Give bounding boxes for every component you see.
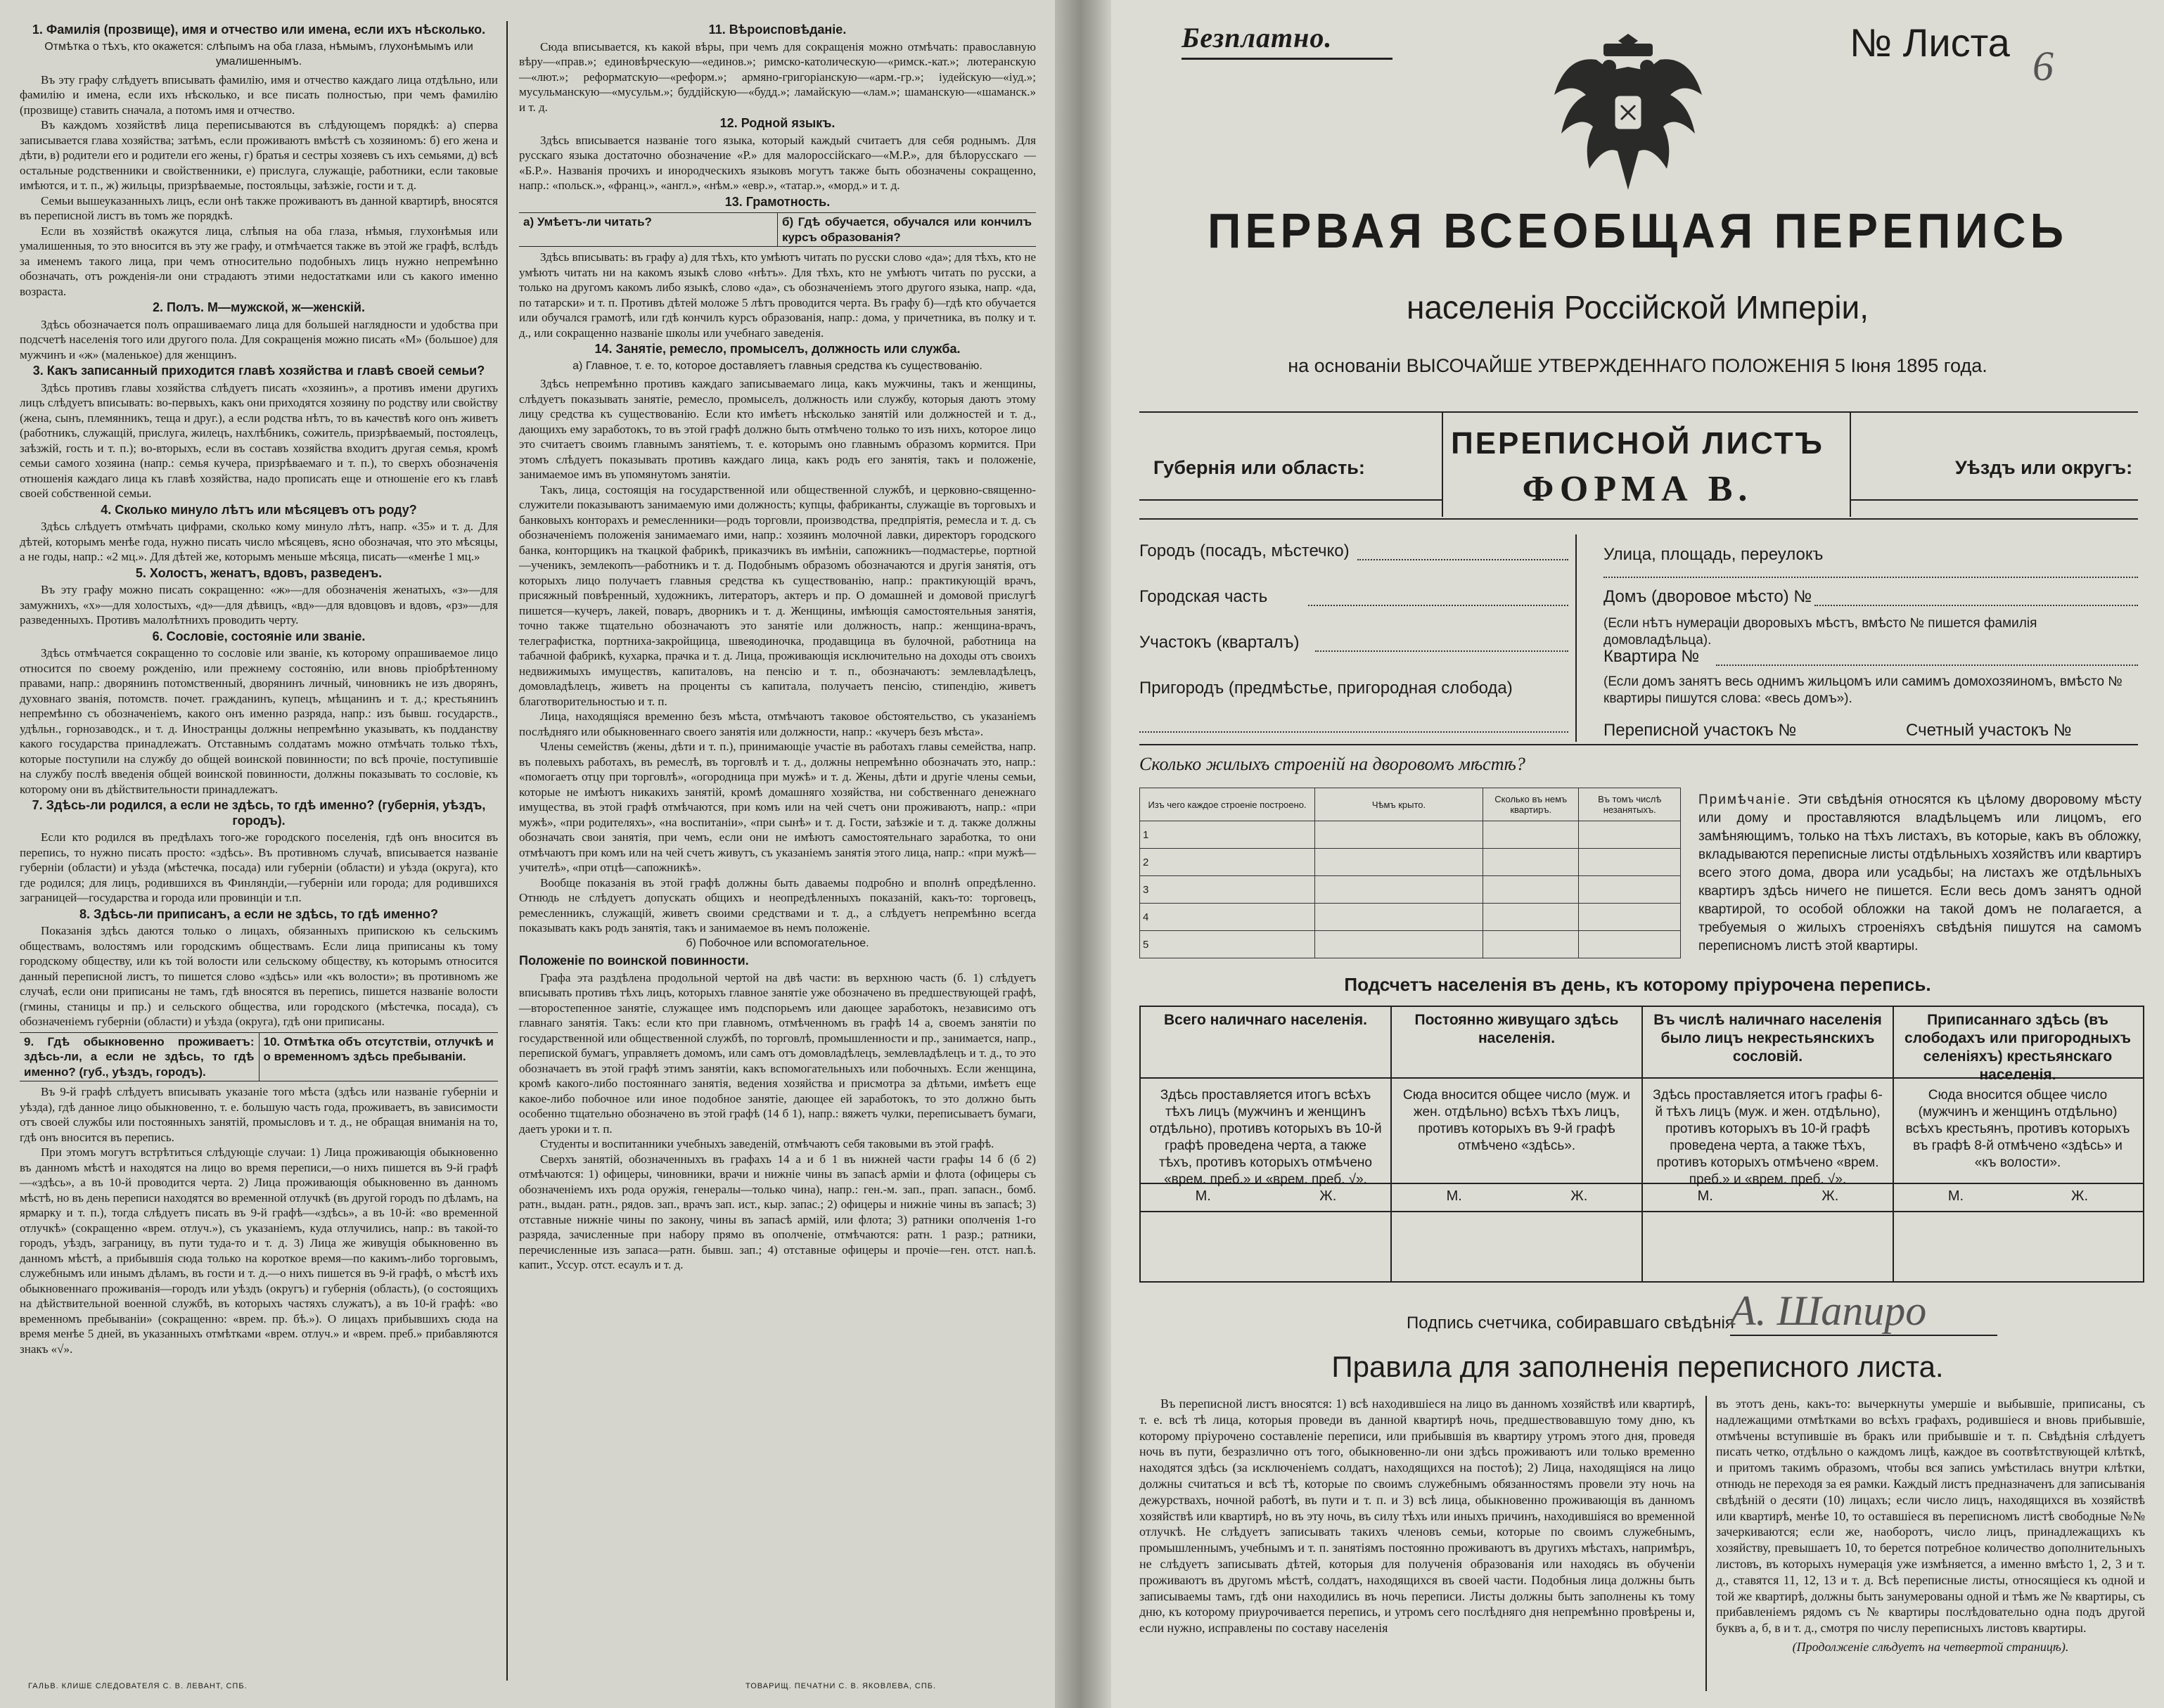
column-divider [506, 21, 508, 1681]
guberniya-label: Губернія или область: [1153, 457, 1365, 478]
count-column [1141, 1007, 1390, 1281]
census-subtitle: населенія Россійской Имперіи, [1406, 289, 1869, 326]
schetn-label: Счетный участокъ № [1906, 721, 2072, 740]
paragraph: Сверхъ занятій, обозначенныхъ въ графахъ 14 а и б 1 въ нижней части графы 14 б (б 2) отмѣчаются: 1) офицеры, чиновники, врачи и нижніе чины въ запасѣ арміи и флота (офицеры съ обозначеніемъ ихъ рода оружія, генералы—только чина), напр.: ген.-м. зап., прап. запасн., бомб. ратн., выдан. ратн., рядов. зап., врачъ зап. ист., кыр. запас.; 2) офицеры и нижніе чины въ запасѣ; 3) отставные нижніе чины по закону, чины въ запасѣ армій, или флота; 3) ратники ополченія 1-го разряда, зачисленные при набору прямо въ ополченіе, отмѣчаются: ратн. 1 разр.; ратники, перечисленные изъ запаса—ратн. бывш. зап.; 4) отставные офицеры и прочіе—ген. отст. нап.ѣ. капит., Уссур. отст. есаулъ и т. д. [519, 1152, 1036, 1271]
heading-part: 9. Гдѣ обыкновенно проживаетъ: здѣсь-ли, а если не здѣсь, то гдѣ именно? (губ., уѣздъ, городъ). [24, 1034, 255, 1079]
dom-note: (Если нѣтъ нумераціи дворовыхъ мѣстъ, вмѣсто № пишется фамилія домовладѣльца). [1603, 616, 2037, 648]
paragraph: Здѣсь вписывать: въ графу а) для тѣхъ, кто умѣютъ читать по русски слово «да»; для тѣхъ, кто не умѣютъ читать ни на какомъ языкѣ слово «нѣтъ». Для тѣхъ, кто не умѣютъ читать по русски, а только на другомъ какомъ либо языкѣ, слово «да», съ обозначеніемъ этого другого языка, напр. «да, по татарски» и т. п. Противъ дѣтей моложе 5 лѣтъ проводится черта. Въ графу б)—гдѣ кто обучается или обучался грамотѣ, или гдѣ кончилъ курсъ образованія, напр.: дома, у причетника, въ полку и т. д., или сокращенно названіе школы или учебнаго заведенія. [519, 250, 1036, 340]
legal-basis: на основаніи ВЫСОЧАЙШЕ УТВЕРЖДЕННАГО ПОЛОЖЕНІЯ 5 Іюня 1895 года. [1288, 355, 1987, 376]
female-label: Ж. [2070, 1188, 2089, 1204]
population-count-title: Подсчетъ населенія въ день, къ которому пріурочена перепись. [1344, 974, 1931, 995]
two-part-heading [519, 212, 1036, 247]
paragraph: Здѣсь слѣдуетъ отмѣчать цифрами, сколько кому минуло лѣтъ, напр. «35» и т. д. Для дѣтей, которымъ менѣе года, нужно писать число мѣсяцевъ, ясно обозначая, что это мѣсяцы, а не годы, напр.: «2 мц.». Для дѣтей же, которымъ меньше мѣсяца, писать—«менѣе 1 мц.» [20, 520, 498, 563]
paragraph: Студенты и воспитанники учебныхъ заведеній, отмѣчаютъ себя таковыми въ этой графѣ. [540, 1137, 994, 1150]
chast-field [1308, 605, 1568, 606]
count-column-text: Сюда вносится общее число (мужчинъ и женщинъ отдѣльно) всѣхъ крестьянъ, противъ которыхъ въ графѣ 8-й отмѣчено «здѣсь» и «къ волости». [1905, 1088, 2130, 1170]
paragraph: Здѣсь вписывается названіе того языка, который каждый считаетъ для себя роднымъ. Для русскаго языка достаточно обозначение «Р.» для малороссійскаго—«М.Р.», для бѣлорусскаго — «Б.Р.». Названія прочихъ и инородческихъ языковъ могутъ также быть обозначены сокращенно, напр.: «польск.», «франц.», «англ.», «нѣм.» «евр.», «татар.», «морд.» и т. д. [519, 133, 1036, 192]
table-row [1140, 931, 1681, 958]
female-label: Ж. [1822, 1188, 1839, 1204]
count-column [1894, 1007, 2141, 1281]
uezd-label: Уѣздъ или округъ: [1955, 457, 2133, 478]
count-column-text: Здѣсь проставляется итогъ графы 6-й тѣхъ лицъ (муж. и жен. отдѣльно), противъ которыхъ въ 10-й графѣ проведена черта, а также тѣхъ, противъ которыхъ отмѣчено «врем. преб.» и «врем. преб. √». [1653, 1088, 1883, 1187]
form-title: ПЕРЕПИСНОЙ ЛИСТЪ [1451, 426, 1824, 461]
row-number: 4 [1140, 904, 1315, 931]
perepisn-label: Переписной участокъ № [1603, 721, 1797, 740]
kvartira-field [1716, 664, 2138, 666]
count-column-header: Постоянно живущаго здѣсь населенія. [1414, 1012, 1619, 1046]
sheet-number-label: № Листа [1850, 20, 2010, 65]
rules-text: въ этотъ день, какъ-то: вычеркнуты умершіе и выбывшіе, приписаны, съ надлежащими отмѣтками во всѣхъ графахъ, родившіеся и вновь прибывшіе, отмѣчены вступившіе въ бракъ или прибывшіе и т. п. Свѣдѣнія слѣдуетъ писать четко, отдѣльно о каждомъ лицѣ, каждое въ соотвѣтствующей клѣткѣ, и притомъ такимъ образомъ, чтобы вся запись умѣстилась внутри клѣтки, отнюдь не переходя за ея рамки. Каждый листъ предназначенъ для записыванія свѣдѣній о десяти (10) лицахъ; если число лицъ, находящихся въ хозяйствѣ или квартирѣ, менѣе 10, то оставшіеся въ переписномъ листѣ свободные №№ зачеркиваются; если же, наоборотъ, число лицъ, принадлежащихъ къ хозяйству, превышаетъ 10, то берется потребное количество дополнительныхъ листовъ, въ которыхъ нумерація уже измѣняется, а именно вмѣсто 1, 2, 3 и т. д., ставятся 11, 12, 13 и т. д. Всѣ переписные листы, относящіеся къ одной и той же квартирѣ, должны быть занумерованы одной и тѣмъ же № квартиры, съ прибавленіемъ рядомъ съ № квартиры послѣдовательно одна подъ другой буквъ а, б, в и т. д., смотря по числу переписныхъ листовъ квартиры. [1716, 1396, 2145, 1636]
table-row [1140, 821, 1681, 849]
male-label: М. [1697, 1188, 1713, 1204]
note-label: Примѣчаніе. [1698, 792, 1792, 807]
rules-column-2 [1716, 1396, 2145, 1655]
dvor-question: Сколько жилыхъ строеній на дворовомъ мѣстѣ? [1139, 754, 1525, 774]
column-header: Чѣмъ крыто. [1315, 788, 1483, 821]
section-heading: 3. Какъ записанный приходится главѣ хозяйства и главѣ своей семьи? [32, 364, 485, 378]
signature-line [1730, 1335, 1997, 1336]
ulitsa-field [1603, 577, 2138, 578]
section-heading: 6. Сословіе, состояніе или званіе. [152, 629, 366, 643]
column-header: Изъ чего каждое строеніе построено. [1140, 788, 1315, 821]
section-heading: 2. Полъ. М—мужской, ж—женскій. [153, 300, 365, 314]
paragraph: Вообще показанія въ этой графѣ должны быть даваемы подробно и вполнѣ опредѣленно. Отнюдь не слѣдуетъ допускать общихъ и неопредѣленныхъ показаній, какъ-то: торговецъ, ремесленникъ, служащій, живетъ своими средствами и т. д., а слѣдуетъ непремѣнно всегда показывать какъ родъ занятія, такъ и занимаемое въ немъ положеніе. [519, 875, 1036, 935]
table-row [1140, 904, 1681, 931]
female-label: Ж. [1570, 1188, 1588, 1204]
heading-part: а) Умѣетъ-ли читать? [523, 215, 652, 229]
heading-part: б) Гдѣ обучается, обучался или кончилъ курсъ образованія? [777, 213, 1036, 246]
continued-note: (Продолженіе слѣдуетъ на четвертой страницѣ). [1792, 1639, 2069, 1654]
printer-imprint-left: ГАЛЬВ. КЛИШЕ СЛЕДОВАТЕЛЯ С. В. ЛЕВАНТ, СПБ. [28, 1682, 248, 1690]
kvartira-note: (Если домъ занятъ весь однимъ жильцомъ или самимъ домохозяиномъ, вмѣсто № квартиры пишутся слова: «весь домъ»). [1603, 674, 2123, 706]
column-header: Въ томъ числѣ незанятыхъ. [1579, 788, 1681, 821]
female-label: Ж. [1319, 1188, 1337, 1204]
section-heading: 7. Здѣсь-ли родился, а если не здѣсь, то гдѣ именно? (губернія, уѣздъ, городъ). [32, 798, 486, 828]
paragraph: Если въ хозяйствѣ окажутся лица, слѣпыя на оба глаза, нѣмыя, глухонѣмыя или умалишенныя, то это вносится въ эту же графу, и отмѣчается также въ этой же графѣ, вслѣдъ за именемъ такого лица, при чемъ относительно подобныхъ лицъ нужно непремѣнно обозначать, отъ рожденія-ли они страдаютъ этими недостатками или съ какого именно возраста. [20, 224, 498, 298]
paragraph: Лица, находящіяся временно безъ мѣста, отмѣчаютъ таковое обстоятельство, съ указаніемъ послѣдняго или обыкновеннаго своего занятія или должности, напр.: «кучеръ безъ мѣста». [519, 709, 1036, 738]
paragraph: Въ 9-й графѣ слѣдуетъ вписывать указаніе того мѣста (здѣсь или названіе губерніи и уѣзда), гдѣ данное лицо обыкновенно, т. е. большую часть года, проживаетъ, въ зависимости отъ своей службы или постоянныхъ занятій, промысловъ и т. д., не обращая вниманія на то, гдѣ онъ вносится въ перепись. [20, 1085, 498, 1144]
uezd-field-line [1850, 499, 2138, 501]
section-subheading: а) Главное, т. е. то, которое доставляетъ главныя средства къ существованію. [572, 359, 982, 372]
census-title: ПЕРВАЯ ВСЕОБЩАЯ ПЕРЕПИСЬ [1207, 203, 2068, 258]
two-part-heading [20, 1032, 498, 1082]
count-column-header: Въ числѣ наличнаго населенія было лицъ некрестьянскихъ сословій. [1653, 1012, 1882, 1065]
instructions-page [0, 0, 1055, 1708]
heading-part: 10. Отмѣтка объ отсутствіи, отлучкѣ и о временномъ здѣсь пребываніи. [259, 1033, 499, 1081]
paragraph: Графа эта раздѣлена продольной чертой на двѣ части: въ верхнюю часть (б. 1) слѣдуетъ вписывать противъ тѣхъ лицъ, которыхъ главное занятіе уже обозначено въ предшествующей графѣ,—второстепенное занятіе, служащее имъ подспорьемъ или дающее заработокъ, независимо отъ главнаго занятія. Такъ: если кто при главномъ, отмѣченномъ въ графѣ 14 а, своемъ занятіи по государственной или общественной службѣ, по торговлѣ, промышленности и пр., занимается, напр., перепиской бумагъ, управляетъ домомъ, или самъ отъ домовладѣлецъ, землевладѣлецъ и т. д., то это обозначаетъ въ этой графѣ этимъ занятіи, какъ вспомогательныхъ или побочныхъ. Если женщина, кромѣ какого-либо постояннаго занятія, ведения хозяйства и присмотра за дѣтьми, имѣетъ еще какое-либо побочное или иное подобное занятіе, дающее ей заработокъ, то это должно быть особенно тщательно обозначено въ этой графѣ (14 б 1), напр.: вяжетъ чулки, переписываетъ бумаги, даетъ уроки и т. п. [519, 970, 1036, 1136]
section-heading: 13. Грамотность. [724, 194, 831, 209]
paragraph: При этомъ могутъ встрѣтиться слѣдующіе случаи: 1) Лица проживающія обыкновенно въ данномъ мѣстѣ и находятся на лицо во время переписи,—о нихъ пишется въ 9-й графѣ—«здѣсь», а въ 10-й проводится черта. 2) Лица проживающія обыкновенно въ данномъ мѣстѣ, но въ день переписи находятся во временной отлучкѣ (въ другой городъ по дѣламъ, на ярмарку и т. п.), тогда слѣдуетъ писать въ 9-й графѣ—«здѣсь», а въ 10-й: «во временной отлучкѣ» (сокращенно «врем. отлуч.»), съ указаніемъ, куда отлучились, напр.: въ такой-то городъ, уѣздъ, заграницу, въ пути туда-то и т. д. 3) Лица же живущія обыкновенно въ данномъ мѣстѣ, а прибывшія сюда только на короткое время—по какимъ-либо торговымъ, служебнымъ или инымъ дѣламъ, въ гости и т. д.—о нихъ пишется въ 9-й графѣ, о мѣстѣ ихъ обыкновеннаго проживанія—городъ или уѣздъ (округъ) и губернія (область), (о состоящихъ на дѣйствительной военной службѣ, въ которыхъ частяхъ служатъ), а въ 10-й графѣ: «во временномъ пребываніи» (сокращенно: «врем. пр. бѣ.»). О лицахъ прибывшихъ сюда на время менѣе 5 дней, въ указанныхъ отмѣтками «врем. отлуч.» и «врем. преб.» прибавляются знакъ «√». [20, 1145, 498, 1356]
rules-column-divider [1705, 1396, 1707, 1691]
section-heading: 5. Холостъ, женатъ, вдовъ, разведенъ. [135, 565, 383, 580]
free-underline [1182, 58, 1392, 60]
section-heading: 12. Родной языкъ. [719, 116, 835, 130]
count-column [1392, 1007, 1641, 1281]
dom-field [1814, 605, 2138, 606]
ulitsa-label: Улица, площадь, переулокъ [1603, 545, 1824, 564]
imperial-eagle-emblem [1547, 28, 1709, 197]
census-form-page [1111, 0, 2164, 1708]
instructions-column-1 [20, 21, 498, 1356]
section-heading: Положеніе по воинской повинности. [519, 953, 749, 968]
instructions-column-2 [519, 21, 1036, 1273]
buildings-note [1698, 791, 2141, 956]
count-column-text: Здѣсь проставляется итогъ всѣхъ тѣхъ лицъ (мужчинъ и женщинъ отдѣльно), противъ которыхъ въ 10-й графѣ проведена черта, а также тѣхъ, противъ которыхъ отмѣчено «врем. преб.» и «врем. преб. √». [1149, 1088, 1382, 1187]
sheet-number-value: 6 [2032, 43, 2054, 89]
row-number: 5 [1140, 931, 1315, 958]
section-subheading: Отмѣтка о тѣхъ, кто окажется: слѣпымъ на оба глаза, нѣмымъ, глухонѣмымъ или умалишеннымъ. [44, 40, 473, 68]
uchastok-field [1315, 650, 1568, 652]
count-column-header: Приписаннаго здѣсь (въ слободахъ или пригородныхъ селеніяхъ) крестьянскаго населенія. [1904, 1012, 2131, 1083]
address-bottom-rule [1139, 744, 2138, 745]
prigorod-label: Пригородъ (предмѣстье, пригородная слобода) [1139, 679, 1513, 698]
table-row [1140, 849, 1681, 876]
paragraph: Сюда вписывается, къ какой вѣры, при чемъ для сокращенія можно отмѣчать: православную вѣру—«прав.»; единовѣрческую—«единов.»; римско-католическую—«римск.-кат.»; лютеранскую—«лют.»; реформатскую—«реформ.»; армяно-григоріанскую—«арм.-гр.»; іудейскую—«іуд.»; мусульманскую—«мусульм.»; буддійскую—«будд.»; ламайскую—«лам.»; шаманскую—«шаманск.» и т. д. [519, 39, 1036, 114]
section-heading: 14. Занятіе, ремесло, промыселъ, должность или служба. [594, 342, 961, 356]
rules-title: Правила для заполненія переписного листа. [1331, 1350, 1944, 1383]
form-v-label: ФОРМА В. [1522, 469, 1753, 509]
uchastok-label: Участокъ (кварталъ) [1139, 633, 1300, 652]
gorod-field [1357, 559, 1568, 560]
gorod-label: Городъ (посадъ, мѣстечко) [1139, 541, 1350, 560]
paragraph: Въ эту графу можно писать сокращенно: «ж»—для обозначенія женатыхъ, «з»—для замужнихъ, «х»—для холостыхъ, «д»—для дѣвицъ, «вд»—для вдовцовъ и вдовъ, «рз»—для разведенныхъ. Противъ малолѣтнихъ проводить черту. [20, 583, 498, 627]
count-column-header: Всего наличнаго населенія. [1163, 1012, 1368, 1028]
table-row [1140, 876, 1681, 904]
row-number: 3 [1140, 876, 1315, 904]
enumerator-signature-label: Подпись счетчика, собиравшаго свѣдѣнія [1407, 1314, 1734, 1333]
paragraph: Семьи вышеуказанныхъ лицъ, если онѣ также проживаютъ въ данной квартирѣ, вносятся въ переписной листъ въ томъ же порядкѣ. [20, 193, 498, 222]
note-text: Эти свѣдѣнія относятся къ цѣлому дворовому мѣсту или дому и проставляются владѣльцемъ или лицомъ, его замѣняющимъ, только на тѣхъ листахъ, въ которые, какъ въ обложку, вкладываются переписные листы отдѣльныхъ хозяйствъ или квартиръ всего этого дома, двора или усадьбы; на листахъ же отдѣльныхъ квартиръ здѣсь ничего не пишется. Если весь домъ занятъ одной квартирой, то особой обложки на такой домъ не полагается, а требуемыя о жилыхъ строеніяхъ свѣдѣнія пишутся на самомъ переписномъ листѣ этой квартиры. [1698, 792, 2141, 953]
free-of-charge-label: Безплатно. [1182, 22, 1333, 53]
paragraph: Въ каждомъ хозяйствѣ лица переписываются въ слѣдующемъ порядкѣ: а) сперва записывается глава хозяйства; затѣмъ, если проживаютъ вмѣстѣ съ хозяиномъ: б) его жена и дѣти, в) родители его и родители его жены, г) братья и сестры хозяевъ съ ихъ семьями, д) всѣ остальные родственники и свойственники, е) прислуга, служащіе, работники, если таковые имѣются, и т. п., ж) жильцы, призрѣваемые, постояльцы, заѣзжіе, гости и т. д. [20, 118, 498, 192]
paragraph: Если кто родился въ предѣлахъ того-же городского поселенія, гдѣ онъ вносится въ перепись, то нужно писать просто: «здѣсь». Въ противномъ случаѣ, вписывается названіе губерніи (области) и уѣзда (мѣстечка, посада) или губерніи (области) и уѣзда (округа), кто где родился; для лицъ, родившихся въ Финляндіи,—губерніи или города; для родившихся заграницей—государства и города или провинціи и т.п. [20, 830, 498, 904]
population-count-box [1139, 1006, 2144, 1283]
count-column [1643, 1007, 1893, 1281]
paragraph: Такъ, лица, состоящія на государственной или общественной службѣ, и церковно-священно-служители показываютъ занимаемую ими должность; купцы, фабриканты, служащіе въ торговыхъ и банковыхъ конторахъ и ремесленники—родъ торговли, производства, предпріятія, ремесла и т. д. съ обозначеніемъ положенія занимаемаго ими, напр.: хозяинъ молочной лавки, директоръ городского банка, конторщикъ на ткацкой фабрикѣ, приказчикъ въ имѣніи, сапожникъ—подмастерье, портной—ученикъ, землекопъ—работникъ и т. д. Подобнымъ образомъ обозначаются и другія занятія, отъ которыхъ лицо получаетъ главныя средства къ существованію, напр.: практикующій врачъ, присяжный повѣренный, художникъ, литераторъ, актеръ и пр. О домашней и домовой прислугѣ пишется—кучеръ, лакей, поваръ, дворникъ и т. д. Женщины, имѣющія самостоятельныя занятія, точно также тщательно обозначаютъ это занятіе или должность, напр.: женщина-врачъ, телеграфистка, портниха-закройщица, швеяодиночка, продавщица въ булочной, работница на табачной фабрикѣ, кухарка, прачка и т. д. Лица, проживающія исключительно на доходы отъ своихъ недвижимыхъ имуществъ, капиталовъ, на пенсію и т. п., обозначаютъ: землевладѣлецъ, домовладѣлецъ, живетъ на проценты съ капитала, получаетъ пенсію, стипендію, живетъ благотворительностью и т. п. [519, 482, 1036, 708]
row-number: 2 [1140, 849, 1315, 876]
book-gutter [1055, 0, 1111, 1708]
paragraph: Члены семействъ (жены, дѣти и т. п.), принимающіе участіе въ работахъ главы семейства, напр. въ полевыхъ работахъ, въ ремеслѣ, въ торговлѣ и т. д., должны непремѣнно обозначать это, напр.: «помогаетъ отцу при торговлѣ», «огородница при мужѣ» и т. д. Жены, дѣти и другіе члены семьи, которые не имѣютъ никакихъ занятій, кромѣ домашняго хозяйства, ни собственнаго денежнаго имущества, въ этой графѣ отмѣчаются, при комъ или на чей счетъ они проживаютъ, напр.: «при мужѣ», «при родителяхъ», «на воспитаніи», «при сынѣ» и т. д. Гости, заѣзжіе и т. д. также должны обозначать свои занятія, при чемъ, если они не имѣютъ самостоятельнаго заработка, то они отмѣчаютъ при комъ или на чей счетъ живутъ, съ указаніемъ занятія этого лица, напр.: «при мужѣ—учителѣ», «при отцѣ—сапожникѣ». [519, 740, 1036, 874]
section-heading: 4. Сколько минуло лѣтъ или мѣсяцевъ отъ роду? [101, 502, 417, 517]
address-divider [1575, 534, 1577, 742]
paragraph: Здѣсь отмѣчается сокращенно то сословіе или званіе, къ которому опрашиваемое лицо относится по своему рожденію, или прежнему состоянію, или вновь пріобрѣтенному правами, напр.: дворянинъ потомственный, дворянинъ личный, чиновникъ не изъ дворянъ, духовнаго званія, потомств. почет. гражданинъ, купецъ, мѣщанинъ и т. д.; крестьянинъ непремѣнно съ обозначеніемъ, какого онъ именно разряда, напр.: изъ бывш. государств., удѣльн., горнозаводск., и т. д. Иностранцы должны непремѣнно указывать, къ подданству какого государства принадлежатъ. Отставнымъ солдатамъ можно отмѣчать только тѣхъ, которые поступили на службу до общей воинской повинности; по всѣ прочіе, поступившіе на службу послѣ введенія общей воинской повинности, должны показывать то сословіе, къ которому они въ дѣйствительности принадлежатъ. [20, 646, 498, 796]
printer-imprint-right: ТОВАРИЩ. ПЕЧАТНИ С. В. ЯКОВЛЕВА, СПБ. [745, 1682, 937, 1690]
paragraph: Здѣсь противъ главы хозяйства слѣдуетъ писать «хозяинъ», а противъ имени другихъ лицъ слѣдуетъ вписывать: во-первыхъ, какъ они приходятся хозяину по родству или свойству (жена, сынъ, племянникъ, теща и друг.), а если родства нѣтъ, то въ качествѣ кого онъ живетъ (работникъ, служащій, прислуга, жилецъ, нахлѣбникъ, сожитель, призрѣваемый, постоялецъ, заѣзжій, гость и т. п.); во-вторыхъ, если въ составъ хозяйства входитъ другая семья, кромѣ семьи самого хозяина (напр.: семья кучера, призрѣваемаго и т. п.), то сверхъ обозначенія отношенія каждаго лица къ главѣ хозяйства, надо прописать еще и отношеніе его къ главѣ своей собственной семьи. [20, 380, 498, 500]
rules-column-1: Въ переписной листъ вносятся: 1) всѣ находившіеся на лицо въ данномъ хозяйствѣ или квартирѣ, т. е. всѣ тѣ лица, которыя проведи въ данной квартирѣ ночь, предшествовавшую тому дню, къ которому пріурочено составленіе переписи, или прибывшія въ квартиру утромъ этого дня, проведя ночь въ пути, безразлично отъ того, обыкновенно-ли они здѣсь проживаютъ или только временно находятся здѣсь (за исключеніемъ солдатъ, находящихся на постоѣ); 2) Лица, находящіяся на лицо должны считаться и всѣ тѣ, которые по своимъ служебнымъ обязанностямъ провели эту ночь на дежурствахъ, ночной работѣ, въ пути и т. п. и 3) всѣ лица, обыкновенно проживающія въ данномъ хозяйствѣ или квартирѣ, но въ эту ночь, въ силу тѣхъ или иныхъ причинъ, находившіяся во временной отлучкѣ. Не слѣдуетъ записывать такихъ членовъ семьи, которые по своимъ служебнымъ, промышленнымъ, учебнымъ и т. п. занятіямъ постоянно проживаютъ въ другихъ мѣстахъ, напримѣръ, не слѣдуетъ записывать дѣтей, которыя для полученія образованія или находясь въ обученіи проживаютъ въ другомъ мѣстѣ, солдатъ, находящихся въ своей части. Подобныя лица должны быть записываемы тамъ, гдѣ они находились въ ночь переписи. Листы должны быть заполнены къ тому дню, къ которому приурочивается перепись, и утромъ сего послѣдняго дня непремѣнно провѣрены и, если нужно, исправлены по составу населенія [1139, 1396, 1695, 1636]
male-label: М. [1446, 1188, 1462, 1204]
column-header: Сколько въ немъ квартиръ. [1483, 788, 1579, 821]
paragraph: Здѣсь обозначается полъ опрашиваемаго лица для большей наглядности и удобства при подсчетѣ населенія того или другого пола. Для сокращенія можно писать «М» (большое) для мужчинъ и «ж» (маленькое) для женщинъ. [20, 317, 498, 361]
section-heading: 11. Вѣроисповѣданіе. [708, 23, 847, 37]
section-heading: 8. Здѣсь-ли приписанъ, а если не здѣсь, то гдѣ именно? [79, 906, 438, 921]
kvartira-label: Квартира № [1603, 647, 1700, 666]
count-column-text: Сюда вносится общее число (муж. и жен. отдѣльно) всѣхъ тѣхъ лицъ, противъ которыхъ въ 9-й графѣ отмѣчено «здѣсь». [1403, 1088, 1630, 1153]
paragraph: Показанія здѣсь даются только о лицахъ, обязанныхъ припискою къ сельскимъ обществамъ, волостямъ или городскимъ обществамъ. Если лица приписаны къ тому городскому обществу, или къ той волости или сельскому обществу, къ которымъ относится данный переписной листъ, то пишется слово «здѣсь» или «къ волости»; въ противномъ же случаѣ, если они приписаны не тамъ, гдѣ вносятся въ перепись, пишется названіе волости (гмины, станицы и пр.) и сельского общества, или городского (мѣстечка, посада), съ обозначеніемъ губерніи (области) и уѣзда (округа), гдѣ они приписаны. [20, 924, 498, 1028]
buildings-table [1139, 788, 1681, 958]
paragraph: Въ эту графу слѣдуетъ вписывать фамилію, имя и отчество каждаго лица отдѣльно, или фамилію и имена, если ихъ нѣсколько, и все писать полностью, при чемъ фамилію (прозвище) ставить сначала, а потомъ имя и отчество. [20, 72, 498, 117]
male-label: М. [1947, 1188, 1964, 1204]
enumerator-signature: А. Шапиро [1730, 1288, 1927, 1334]
prigorod-field [1139, 731, 1568, 733]
chast-label: Городская часть [1139, 587, 1268, 606]
dom-label: Домъ (дворовое мѣсто) № [1603, 587, 1812, 606]
table-header-row [1140, 788, 1681, 821]
row-number: 1 [1140, 821, 1315, 849]
section-heading: 1. Фамилія (прозвище), имя и отчество или имена, если ихъ нѣсколько. [32, 23, 486, 37]
paragraph: Здѣсь непремѣнно противъ каждаго записываемаго лица, какъ мужчины, такъ и женщины, слѣдуетъ показывать занятіе, ремесло, промыселъ, должность или службу, которыя даютъ этому лицу средства къ существованію. Если кто имѣетъ нѣсколько занятій или должностей и т. д., дающихъ ему заработокъ, то въ этой графѣ должно быть отмѣчено только то изъ нихъ, которое лицо это считаетъ своимъ главнымъ занятіемъ, т. е. которымъ оно главнымъ образомъ кормится. При этомъ слѣдуетъ показывать противъ каждаго лица, какъ родъ его занятія, такъ и положеніе, занимаемое имъ въ упомянутомъ занятіи. [519, 377, 1036, 481]
section-subheading: б) Побочное или вспомогательное. [686, 937, 869, 949]
male-label: М. [1195, 1188, 1211, 1204]
